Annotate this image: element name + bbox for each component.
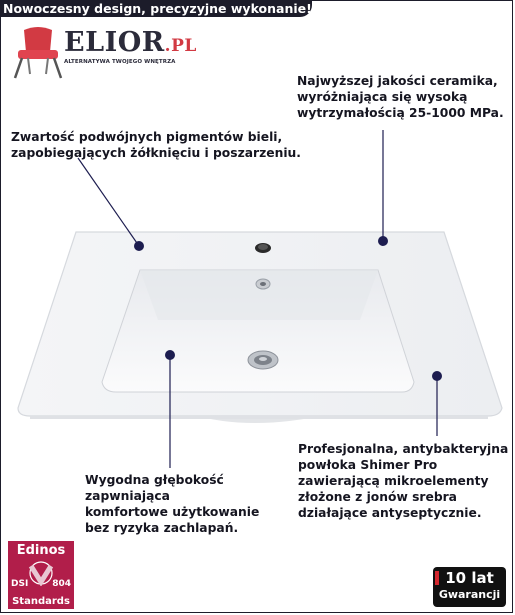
callout-line: wytrzymałością 25-1000 MPa. <box>297 106 504 120</box>
edinos-standards: Standards <box>12 596 70 607</box>
edinos-standards-badge <box>8 541 74 609</box>
callout-depth <box>85 472 275 536</box>
callout-ceramic <box>297 73 512 121</box>
edinos-dsi: DSI <box>11 579 29 589</box>
callout-line: złożone z jonów srebra <box>298 490 457 504</box>
callout-line: Wygodna głębokość <box>85 473 224 487</box>
warranty-years: 10 lat <box>445 569 494 587</box>
callout-line: Najwyższej jakości ceramika, <box>297 74 498 88</box>
callout-coating <box>298 441 508 521</box>
warranty-accent <box>435 571 439 585</box>
callout-line: bez ryzyka zachlapań. <box>85 521 239 535</box>
logo-suffix: .PL <box>164 36 197 56</box>
callout-line: zapwniająca <box>85 489 170 503</box>
logo-tagline: ALTERNATYWA TWOJEGO WNĘTRZA <box>64 59 176 65</box>
callout-line: zawierającą mikroelementy <box>298 474 489 488</box>
edinos-number: 804 <box>52 579 71 589</box>
callout-line: Profesjonalna, antybakteryjna <box>298 442 509 456</box>
callout-line: Zwartość podwójnych pigmentów bieli, <box>11 130 283 144</box>
logo-word: ELIOR <box>64 27 165 58</box>
warranty-label: Gwarancji <box>438 588 501 601</box>
callout-line: komfortowe użytkowanie <box>85 505 260 519</box>
callout-line: powłoka Shimer Pro <box>298 458 438 472</box>
callout-line: zapobiegających żółknięciu i poszarzeniu. <box>11 146 301 160</box>
callout-pigments <box>11 129 311 161</box>
edinos-name: Edinos <box>16 543 66 558</box>
warranty-badge <box>433 567 506 607</box>
callout-line: wyróżniająca się wysoką <box>297 90 468 104</box>
callout-line: działające antyseptycznie. <box>298 506 482 520</box>
top-banner: Nowoczesny design, precyzyjne wykonanie! <box>0 0 312 17</box>
